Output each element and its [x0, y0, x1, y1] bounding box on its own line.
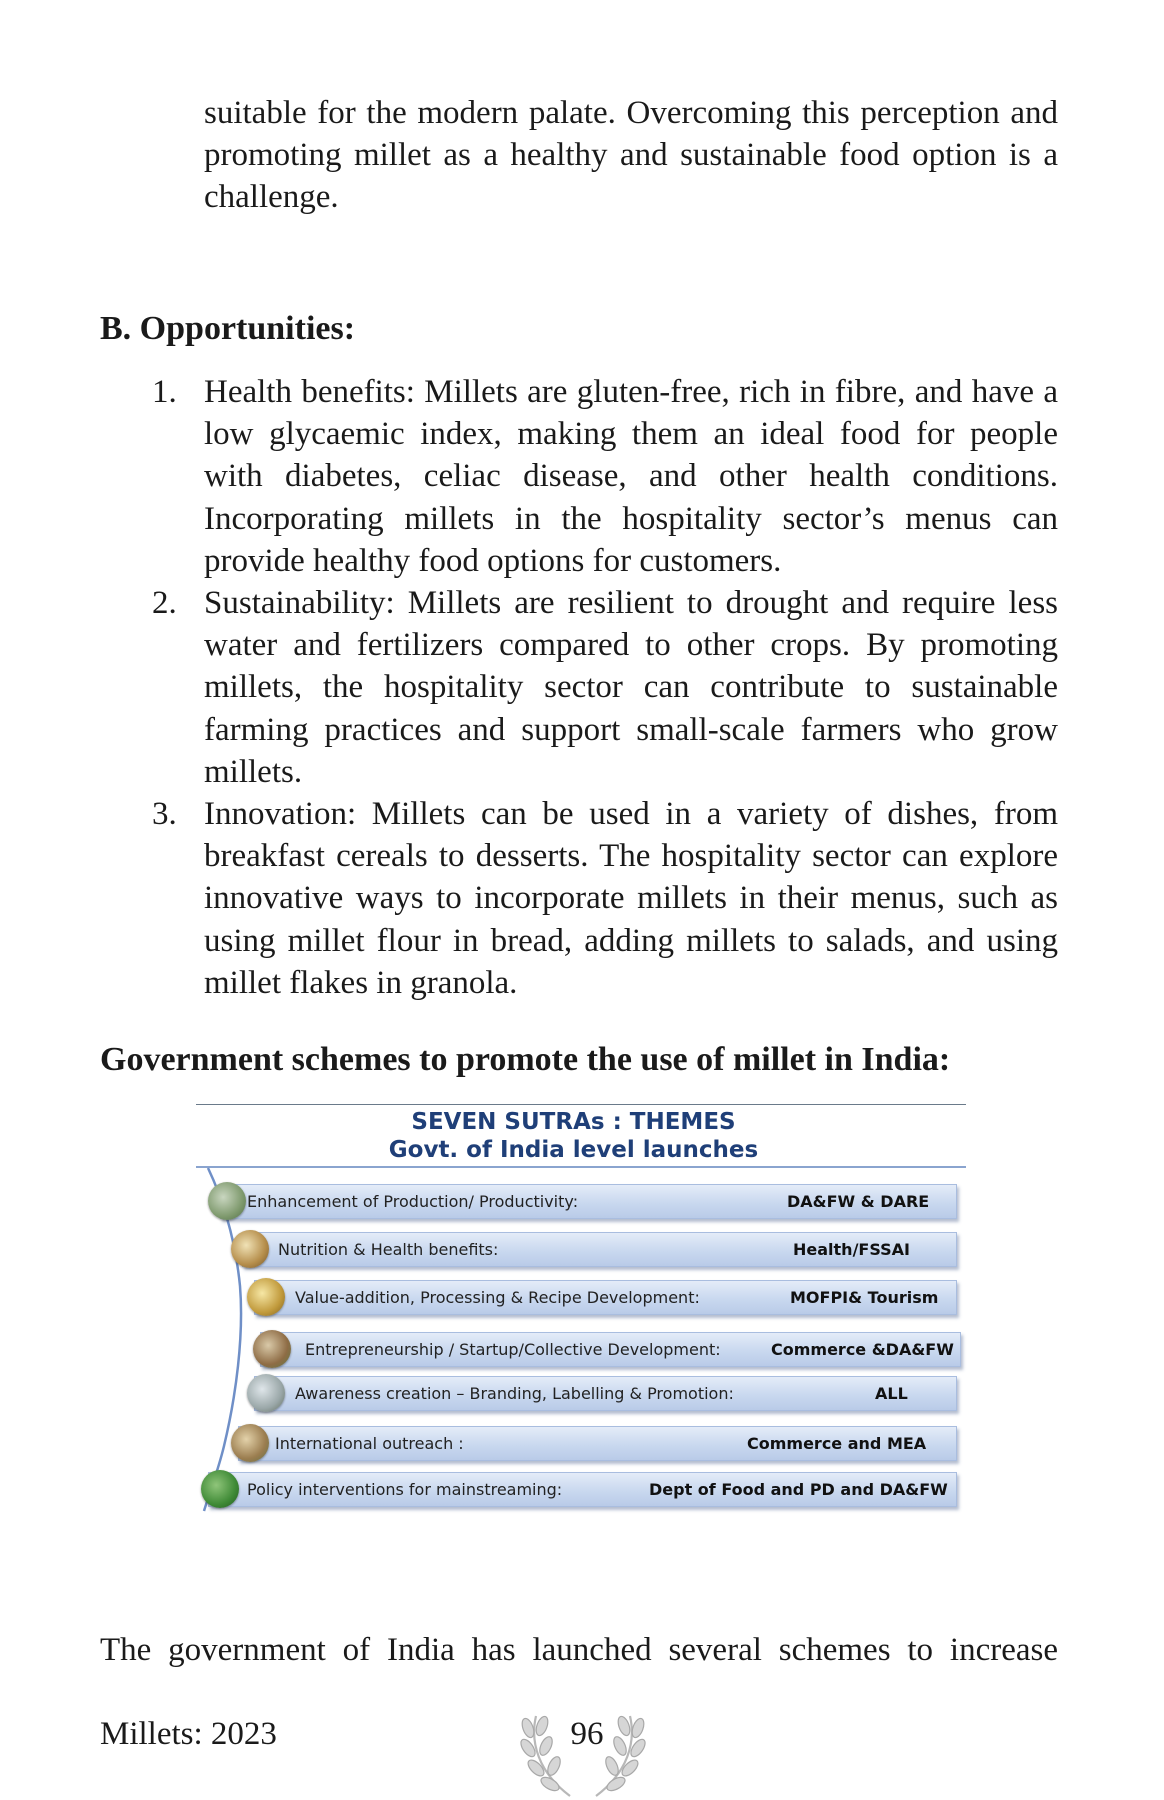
list-item [150, 371, 1058, 582]
sutra-row [220, 1184, 957, 1219]
infographic-subtitle: Govt. of India level launches [388, 1137, 759, 1163]
list-item-text: Innovation: Millets can be used in a variety of dishes, from breakfast cereals to desserts. The hospitality sector can explore innovative ways to incorporate millets in their menus, such as using millet flour in bread, adding millets to salads, and using millet flakes in granola. [204, 796, 1058, 1001]
sutra-department: Commerce &DA&FW [771, 1340, 954, 1359]
sutra-label: Policy interventions for mainstreaming: [247, 1480, 563, 1499]
sutra-label: Value-addition, Processing & Recipe Development: [295, 1288, 700, 1307]
millet-leaf-icon [201, 1470, 239, 1508]
millet-grain-icon [231, 1230, 269, 1268]
millet-cluster-icon [253, 1330, 291, 1368]
intro-paragraph: suitable for the modern palate. Overcoming this perception and promoting millet as a healthy and sustainable food option is a challenge. [204, 95, 1058, 215]
millet-ears-icon [247, 1278, 285, 1316]
closing-paragraph: The government of India has launched several schemes to increase [100, 1632, 1058, 1668]
book-title: Millets: 2023 [100, 1716, 277, 1752]
list-item [150, 582, 1058, 793]
sutra-label: Nutrition & Health benefits: [278, 1240, 499, 1259]
sutra-department: ALL [875, 1384, 908, 1403]
millet-seed-icon [231, 1424, 269, 1462]
opportunities-heading: B. Opportunities: [100, 310, 356, 347]
sutra-label: Enhancement of Production/ Productivity: [247, 1192, 579, 1211]
infographic-title: SEVEN SUTRAs : THEMES [411, 1109, 736, 1135]
page-number: 96 [570, 1716, 604, 1752]
list-item-text: Sustainability: Millets are resilient to drought and require less water and fertilizers compared to other crops. By promoting millets, the hospitality sector can contribute to sustainable farming practices and support small-scale farmers who grow millets. [204, 585, 1058, 790]
sutra-department: Health/FSSAI [793, 1240, 910, 1259]
list-number: 2. [152, 585, 177, 622]
sutra-label: Entrepreneurship / Startup/Collective Development: [305, 1340, 721, 1359]
sutra-row [254, 1376, 957, 1411]
list-item [150, 793, 1058, 1004]
millet-plant-icon [208, 1182, 246, 1220]
opportunities-list [150, 371, 1058, 1004]
seven-sutras-infographic [196, 1096, 966, 1516]
millet-stalk-icon [247, 1374, 285, 1412]
divider [196, 1166, 966, 1168]
sutra-row [254, 1280, 957, 1315]
list-number: 1. [152, 374, 177, 410]
sutra-label: International outreach : [275, 1434, 464, 1453]
sutra-department: DA&FW & DARE [787, 1192, 930, 1211]
list-item-text: Health benefits: Millets are gluten-free, rich in fibre, and have a low glycaemic index, making them an ideal food for people with diabetes, celiac disease, and other health conditions. Incorporating millets in the hospitality sector’s menus can provide healthy food options for customers. [204, 374, 1058, 579]
sutra-department: Commerce and MEA [747, 1434, 927, 1453]
sutra-row [208, 1472, 957, 1507]
schemes-heading: Government schemes to promote the use of millet in India: [100, 1041, 951, 1078]
sutra-department: Dept of Food and PD and DA&FW [649, 1480, 948, 1499]
sutra-label: Awareness creation – Branding, Labelling & Promotion: [295, 1384, 734, 1403]
sutra-row [242, 1232, 957, 1267]
sutra-row [238, 1426, 957, 1461]
sutra-department: MOFPI& Tourism [790, 1288, 939, 1307]
divider [196, 1104, 966, 1105]
list-number: 3. [152, 796, 177, 833]
sutra-row [260, 1332, 961, 1367]
